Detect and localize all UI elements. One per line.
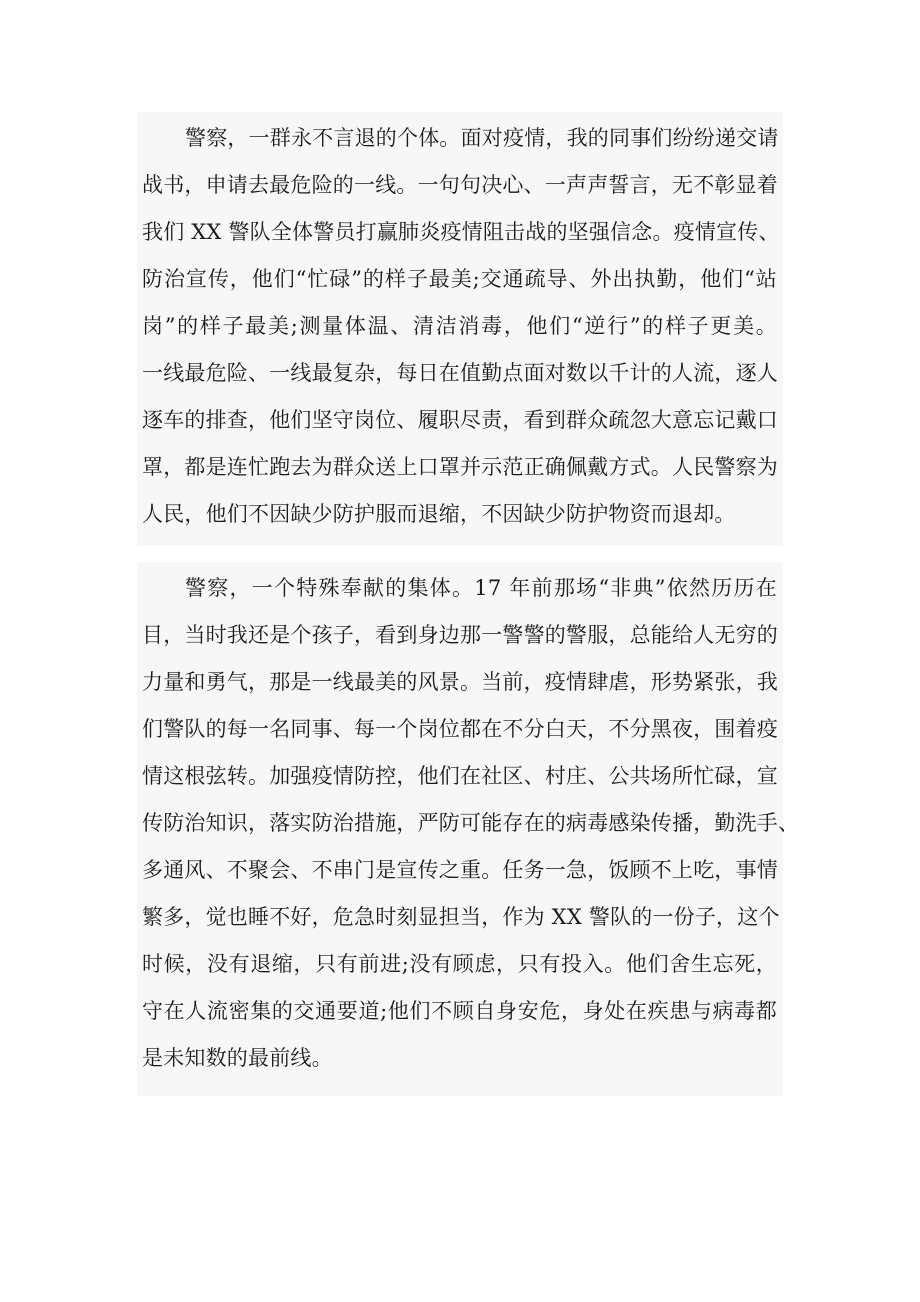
paragraph-line: 罩，都是连忙跑去为群众送上口罩并示范正确佩戴方式。人民警察为 bbox=[142, 455, 778, 479]
paragraph-line: 们警队的每一名同事、每一个岗位都在不分白天，不分黑夜，围着疫 bbox=[142, 717, 778, 741]
paragraph-line: 力量和勇气，那是一线最美的风景。当前，疫情肆虐，形势紧张，我 bbox=[142, 670, 778, 694]
paragraph-line: 情这根弦转。加强疫情防控，他们在社区、村庄、公共场所忙碌，宣 bbox=[142, 764, 778, 788]
paragraph-line: 繁多，觉也睡不好，危急时刻显担当，作为 XX 警队的一份子，这个 bbox=[142, 905, 780, 929]
paragraph-line: 警察，一群永不言退的个体。面对疫情，我的同事们纷纷递交请 bbox=[185, 126, 779, 150]
paragraph-line: 传防治知识，落实防治措施，严防可能存在的病毒感染传播，勤洗手、 bbox=[142, 811, 800, 835]
paragraph-line: 我们 XX 警队全体警员打赢肺炎疫情阻击战的坚强信念。疫情宣传、 bbox=[142, 220, 780, 244]
paragraph-line: 多通风、不聚会、不串门是宣传之重。任务一急，饭顾不上吃，事情 bbox=[142, 858, 778, 882]
paragraph-line: 目，当时我还是个孩子，看到身边那一警警的警服，总能给人无穷的 bbox=[142, 623, 778, 647]
paragraph-line: 人民，他们不因缺少防护服而退缩，不因缺少防护物资而退却。 bbox=[142, 502, 736, 526]
paragraph-2 bbox=[137, 562, 800, 1096]
paragraph-line: 是未知数的最前线。 bbox=[142, 1046, 333, 1070]
paragraph-line: 一线最危险、一线最复杂，每日在值勤点面对数以千计的人流，逐人 bbox=[142, 361, 778, 385]
paragraph-line: 防治宣传，他们“忙碌”的样子最美;交通疏导、外出执勤，他们“站 bbox=[142, 267, 777, 291]
paragraph-line: 守在人流密集的交通要道;他们不顾自身安危，身处在疾患与病毒都 bbox=[142, 999, 777, 1023]
paragraph-line: 警察，一个特殊奉献的集体。17 年前那场“非典”依然历历在 bbox=[185, 576, 777, 600]
paragraph-line: 时候，没有退缩，只有前进;没有顾虑，只有投入。他们舍生忘死， bbox=[142, 952, 777, 976]
paragraph-1 bbox=[137, 112, 783, 546]
paragraph-line: 岗”的样子最美;测量体温、清洁消毒，他们“逆行”的样子更美。 bbox=[142, 314, 777, 338]
paragraph-line: 逐车的排查，他们坚守岗位、履职尽责，看到群众疏忽大意忘记戴口 bbox=[142, 408, 778, 432]
paragraph-line: 战书，申请去最危险的一线。一句句决心、一声声誓言，无不彰显着 bbox=[142, 173, 778, 197]
